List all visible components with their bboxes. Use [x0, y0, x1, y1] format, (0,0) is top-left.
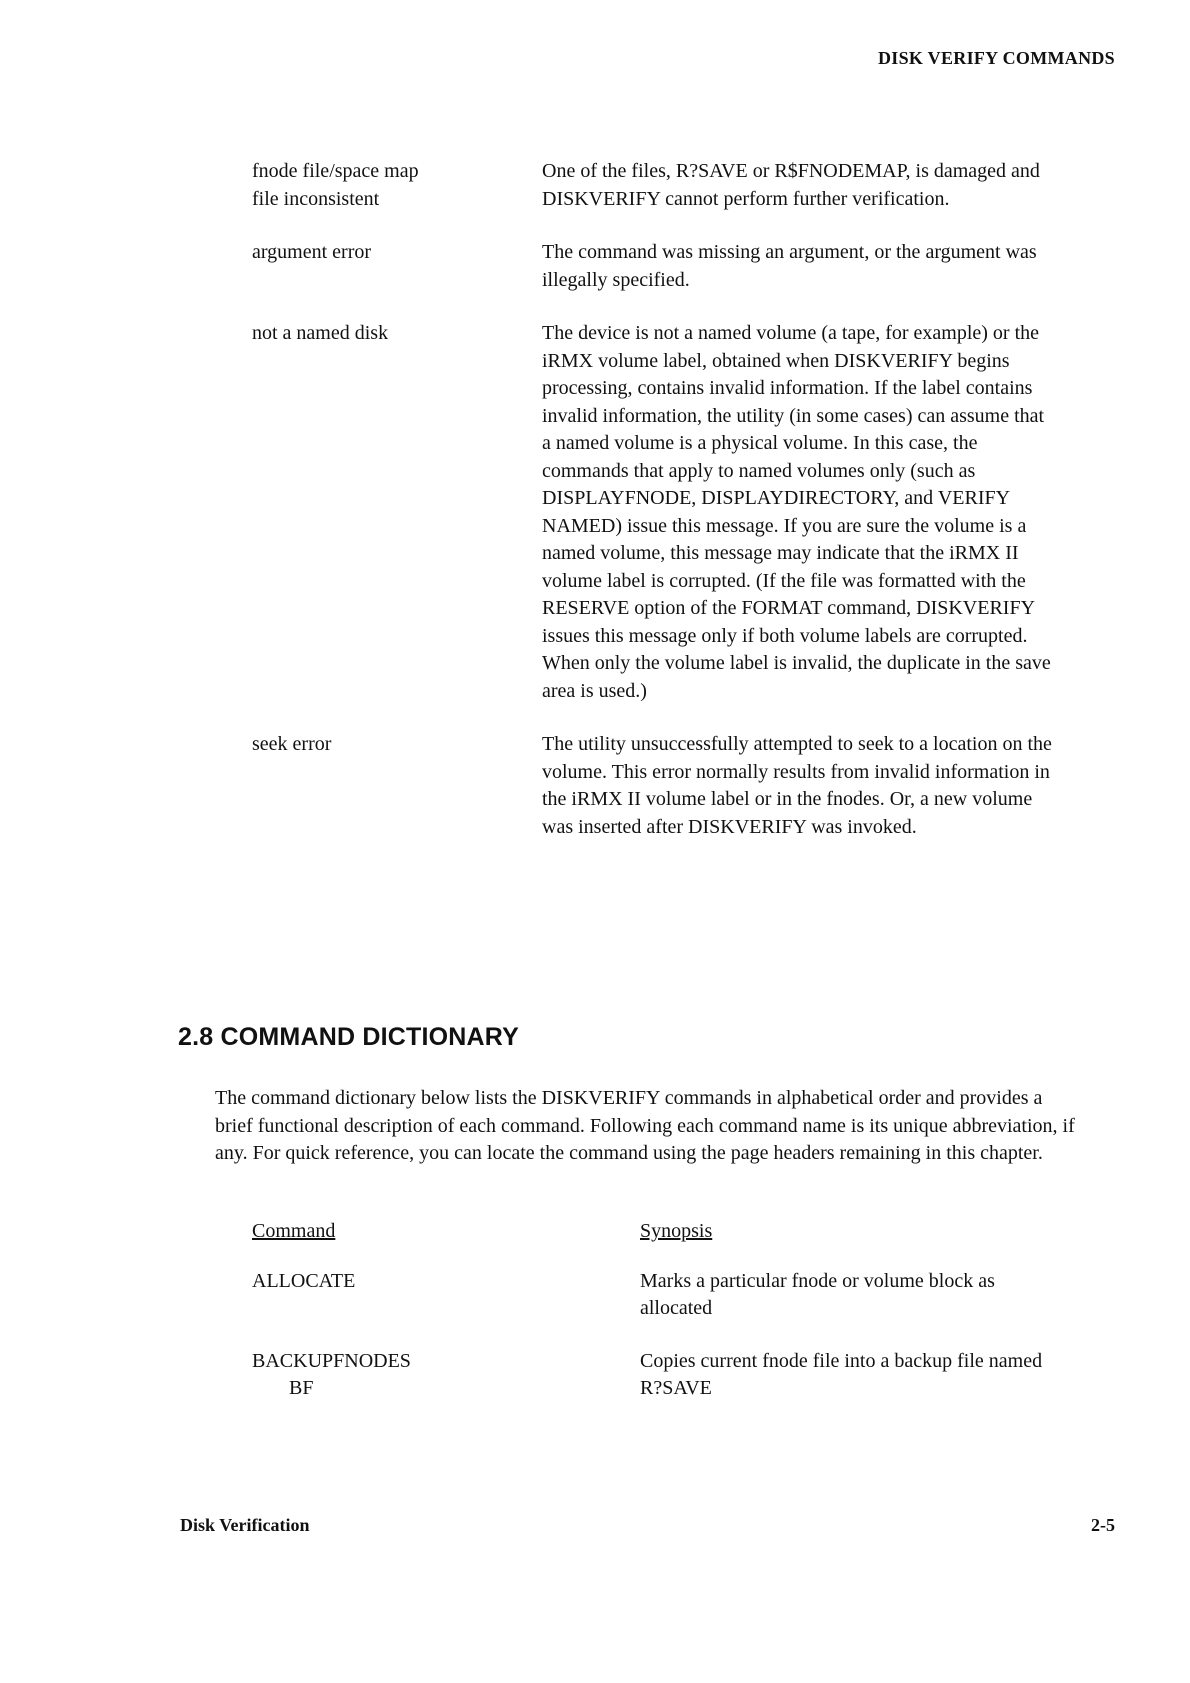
error-description: The utility unsuccessfully attempted to seek to a location on the volume. This error normally results from invalid information in the iRMX II volume label or in the fnodes. Or, a new volume was inserted after DISKVERIFY was invoked.	[542, 733, 1052, 838]
error-term-line: fnode file/space map	[252, 160, 419, 182]
command-table-header	[252, 1218, 1052, 1246]
command-row	[252, 1268, 1052, 1323]
error-entry	[252, 731, 1052, 841]
error-message-list	[252, 158, 1052, 867]
command-cell	[252, 1348, 640, 1403]
command-cell	[252, 1268, 640, 1323]
error-entry	[252, 158, 1052, 213]
error-term-line: seek error	[252, 733, 332, 755]
command-synopsis: Copies current fnode file into a backup file named R?SAVE	[640, 1349, 1043, 1399]
running-header: DISK VERIFY COMMANDS	[877, 48, 1115, 68]
error-term	[252, 731, 542, 841]
page-number: 2-5	[1091, 1515, 1115, 1535]
command-name: BACKUPFNODES	[252, 1349, 411, 1372]
command-name: ALLOCATE	[252, 1269, 356, 1292]
error-term	[252, 239, 542, 294]
command-column-header: Command	[252, 1220, 336, 1242]
command-table	[252, 1218, 1052, 1428]
command-synopsis: Marks a particular fnode or volume block as allocated	[640, 1269, 995, 1319]
command-row	[252, 1348, 1052, 1403]
error-term	[252, 158, 542, 213]
synopsis-column-header: Synopsis	[640, 1220, 713, 1242]
error-term-line: not a named disk	[252, 322, 389, 344]
error-term-line: argument error	[252, 241, 372, 263]
error-term	[252, 320, 542, 705]
command-abbreviation: BF	[289, 1377, 314, 1399]
error-term-line: file inconsistent	[252, 187, 380, 210]
error-description: The command was missing an argument, or the argument was illegally specified.	[542, 241, 1037, 291]
section-heading: 2.8 COMMAND DICTIONARY	[178, 1023, 519, 1051]
error-entry	[252, 239, 1052, 294]
error-entry	[252, 320, 1052, 705]
error-description: One of the files, R?SAVE or R$FNODEMAP, is damaged and DISKVERIFY cannot perform further verification.	[542, 160, 1040, 210]
error-description: The device is not a named volume (a tape, for example) or the iRMX volume label, obtained when DISKVERIFY begins processing, contains invalid information. If the label contains invalid information, the utility (in some cases) can assume that a named volume is a physical volume. In this case, the commands that apply to named volumes only (such as DISPLAYFNODE, DISPLAYDIRECTORY, and VERIFY NAMED) issue this message. If you are sure the volume is a named volume, this message may indicate that the iRMX II volume label is corrupted. (If the file was formatted with the RESERVE option of the FORMAT command, DISKVERIFY issues this message only if both volume labels are corrupted. When only the volume label is invalid, the duplicate in the save area is used.)	[542, 322, 1051, 702]
section-intro-paragraph: The command dictionary below lists the DISKVERIFY commands in alphabetical order and provides a brief functional description of each command. Following each command name is its unique abbreviation, if any. For quick reference, you can locate the command using the page headers remaining in this chapter.	[215, 1087, 1075, 1164]
footer-title: Disk Verification	[180, 1515, 310, 1535]
